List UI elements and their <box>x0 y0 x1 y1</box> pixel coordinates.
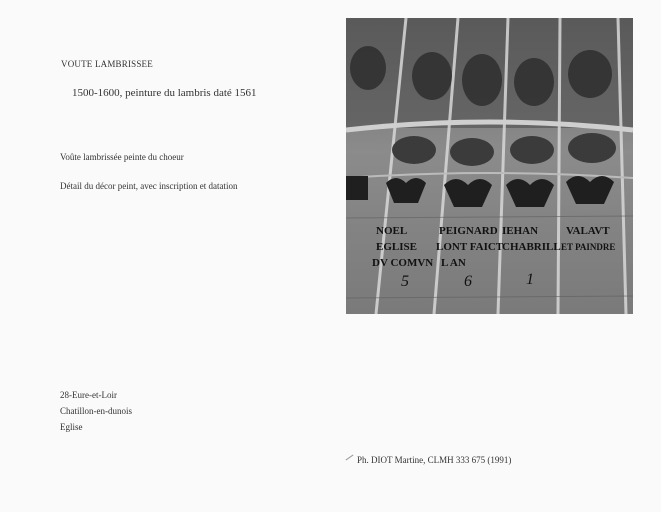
record-heading: VOUTE LAMBRISSEE <box>61 59 153 69</box>
inscription-word-6: LONT FAICT <box>436 241 504 253</box>
pencil-mark <box>346 455 354 461</box>
record-detail: Détail du décor peint, avec inscription et datation <box>60 181 238 191</box>
inscription-word-7: CHABRILL <box>502 241 561 253</box>
inscription-word-9: DV COMVN <box>372 257 434 269</box>
inscription-word-10: L AN <box>441 257 466 269</box>
record-building: Eglise <box>60 422 83 432</box>
inscription-word-3: IEHAN <box>502 225 539 237</box>
record-department: 28-Eure-et-Loir <box>60 390 117 400</box>
record-town: Chatillon-en-dunois <box>60 406 132 416</box>
vault-photo-image <box>346 18 633 314</box>
vault-photo <box>346 18 633 314</box>
inscription-word-2: PEIGNARD <box>439 225 498 237</box>
photo-credit: Ph. DIOT Martine, CLMH 333 675 (1991) <box>357 455 512 465</box>
record-description: Voûte lambrissée peinte du choeur <box>60 152 184 162</box>
inscription-word-1: NOEL <box>376 225 408 237</box>
inscription-word-4: VALAVT <box>566 225 610 237</box>
inscription-word-5: EGLISE <box>376 241 417 253</box>
date-digit-3: 1 <box>526 271 534 288</box>
inscription-word-8: ET PAINDRE <box>561 242 616 252</box>
date-digit-2: 6 <box>464 273 472 290</box>
date-digit-1: 5 <box>401 273 409 290</box>
record-dating: 1500-1600, peinture du lambris daté 1561 <box>72 87 257 99</box>
